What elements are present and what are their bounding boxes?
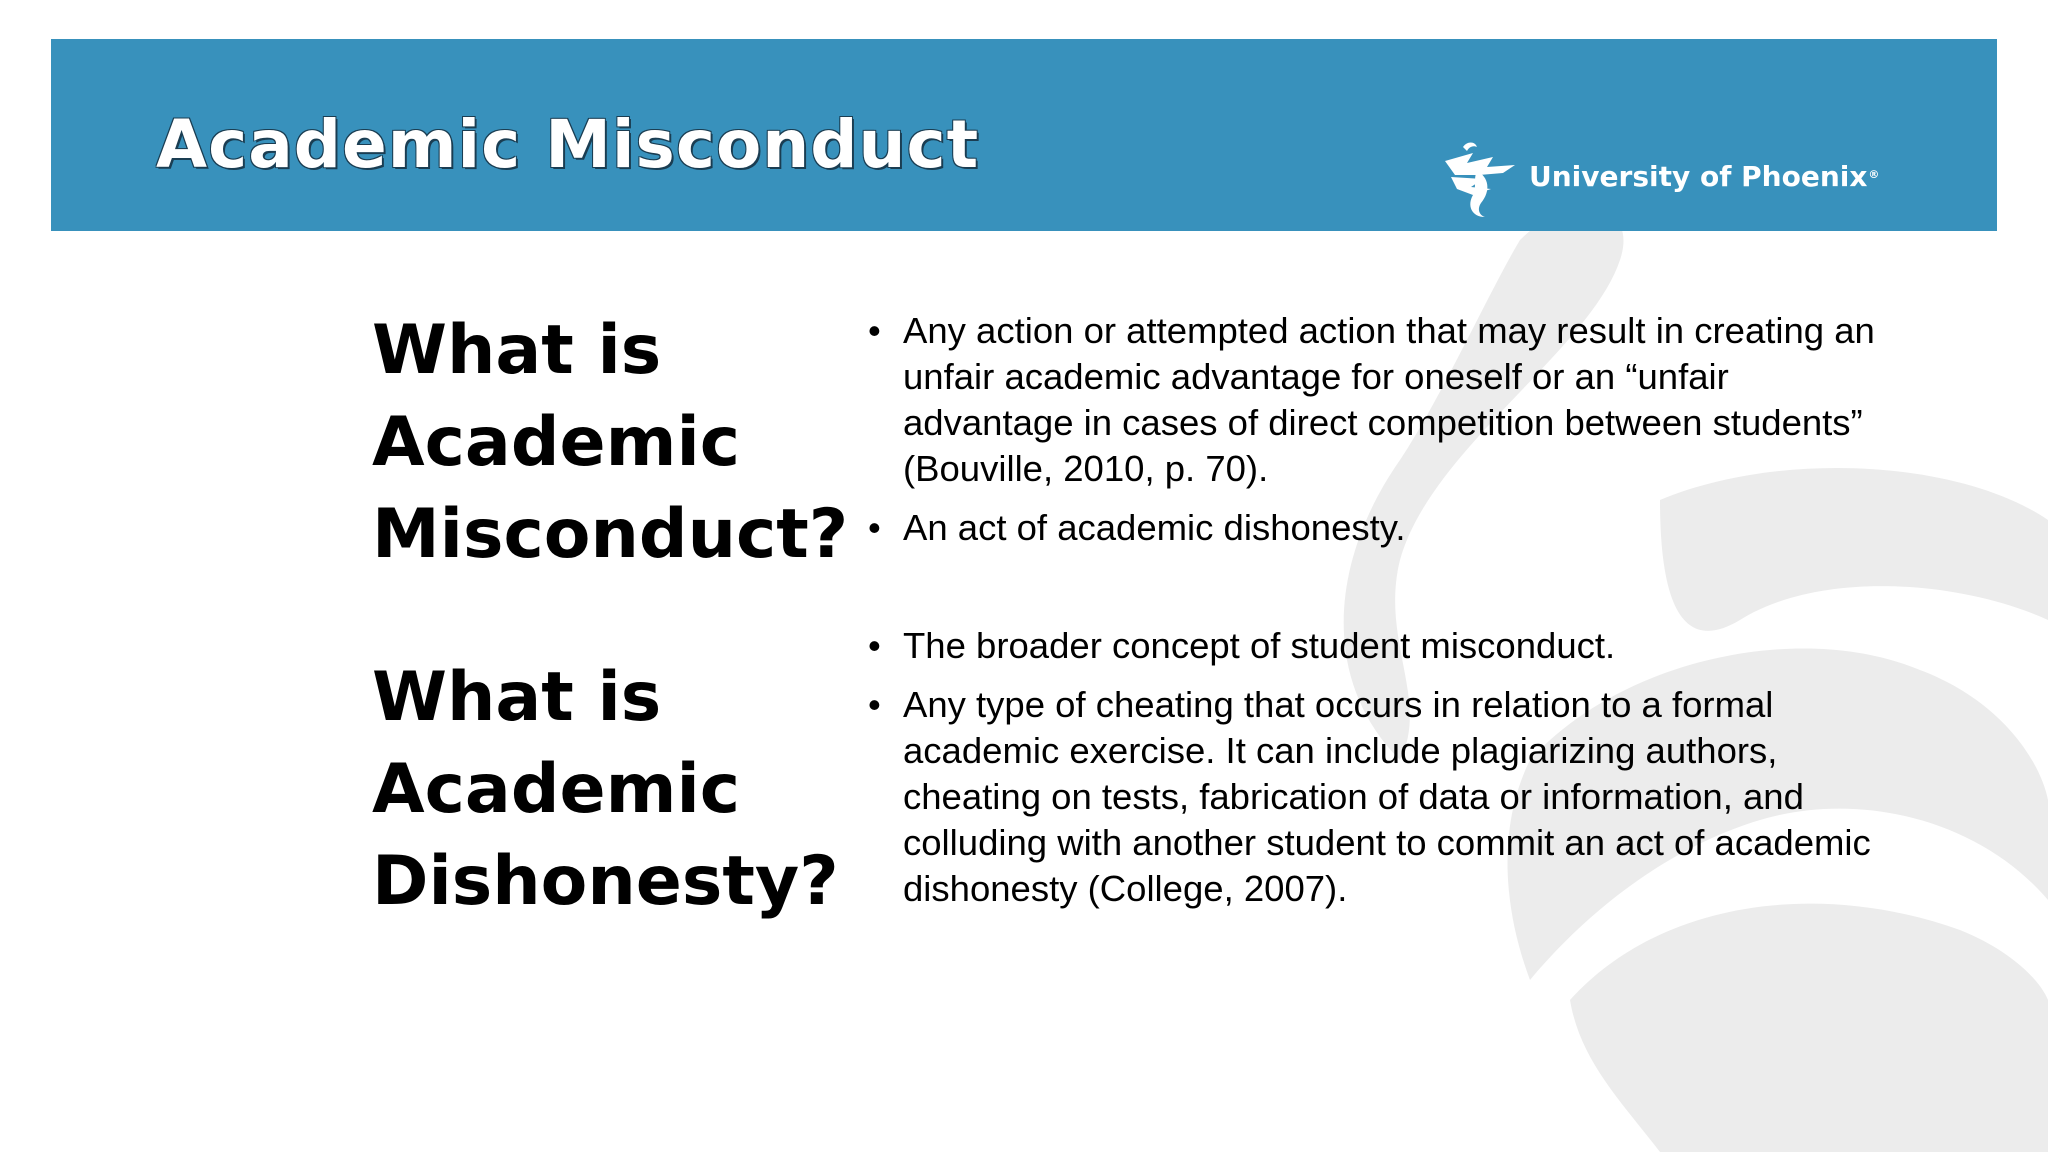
slide-title: Academic Misconduct xyxy=(156,106,980,183)
bullet-dot: • xyxy=(868,684,881,725)
bullet-text: Any action or attempted action that may result in creating an unfair academic advantage for oneself or an “unfair advantage in cases of direct competition between students” (Bouville, 2010, p. 70). xyxy=(903,310,1875,489)
bullet-item xyxy=(868,623,1898,669)
phoenix-logo-icon xyxy=(1433,131,1523,221)
question-line: Misconduct? xyxy=(372,495,849,574)
question-line: Dishonesty? xyxy=(372,842,839,921)
question-line: What is xyxy=(372,658,662,737)
bullet-list-dishonesty xyxy=(868,623,1898,912)
bullet-dot: • xyxy=(868,507,881,548)
university-logo xyxy=(1433,131,1879,221)
title-banner xyxy=(51,39,1997,231)
bullet-item xyxy=(868,308,1898,492)
bullet-text: An act of academic dishonesty. xyxy=(903,507,1406,548)
bullet-text: The broader concept of student misconduct. xyxy=(903,625,1616,666)
question-line: Academic xyxy=(372,403,741,482)
bullet-dot: • xyxy=(868,310,881,351)
question-heading-misconduct xyxy=(372,305,848,581)
bullet-item xyxy=(868,505,1898,551)
logo-text: University of Phoenix® xyxy=(1529,159,1880,193)
question-heading-dishonesty xyxy=(372,652,839,928)
bullet-list-misconduct xyxy=(868,308,1898,551)
question-line: Academic xyxy=(372,750,741,829)
bullet-item xyxy=(868,682,1898,912)
bullet-text: Any type of cheating that occurs in relation to a formal academic exercise. It can include plagiarizing authors, cheating on tests, fabrication of data or information, and colluding with another student to commit an act of academic dishonesty (College, 2007). xyxy=(903,684,1871,909)
question-line: What is xyxy=(372,311,662,390)
bullet-dot: • xyxy=(868,625,881,666)
